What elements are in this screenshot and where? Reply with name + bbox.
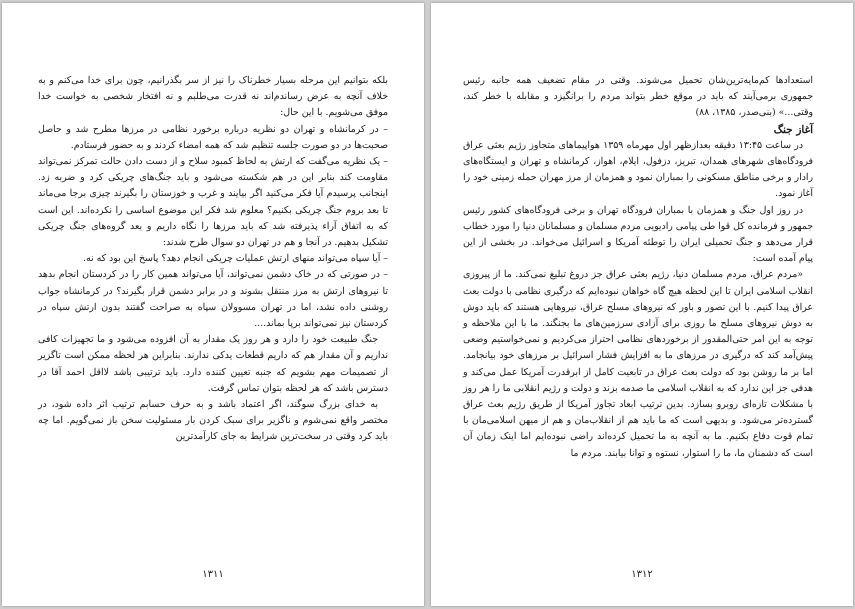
right-page-text	[463, 73, 813, 462]
left-page-text	[38, 73, 388, 446]
paragraph: – یک نظریه می‌گفت که ارتش به لحاظ کمبود سلاح و از دست دادن حالت تمرکز نمی‌تواند مقاومت کند بنابر این در هم شکسته می‌شود و باید جنگ‌های چریکی کرد و ضربه زد. اینجانب پرسیدم آیا فکر می‌کنید اگر بیایند و غرب و خوزستان را بگیرند چیزی برجا می‌ماند تا بعد بروم جنگ چریکی بکنیم؟ معلوم شد فکر این موضوع اساسی را نکرده‌اند. این است که به اتفاق آراء پذیرفته شد که باید مرزها را نگاه داریم و بعد گروه‌های جنگ چریکی تشکیل بدهیم. در آنجا و هم در تهران دو سوال طرح شدند:	[38, 156, 388, 249]
right-page	[431, 3, 853, 606]
paragraph: به خدای بزرگ سوگند، اگر اعتماد باشد و به حرف حسابم ترتیب اثر داده شود، در مختصر واقع نمی‌شوم و ناگزیر برای سبک کردن بار مسئولیت سخن باز نمی‌گویم. اما چه باید کرد وقتی در سخت‌ترین شرایط به جای کارآمدترین	[38, 399, 388, 443]
paragraph: در روز اول جنگ و همزمان با بمباران فرودگاه تهران و برخی فرودگاه‌های کشور رئیس جمهور و فرمانده کل قوا طی پیامی رادیویی مردم مسلمان و مسلمانان دنیا را مورد خطاب قرار می‌دهد و جنگ تحمیلی ایران را توطئه آمریکا و اسرائیل می‌خواند. در بخشی از این پیام آمده است:	[463, 204, 813, 265]
page-number: ۱۳۱۱	[202, 569, 224, 580]
paragraph: – در کرمانشاه و تهران دو نظریه درباره برخورد نظامی در مرزها مطرح شد و حاصل صحبت‌ها در دو صورت جلسه تنظیم شد که همه امضاء کردند و به حضور فرستادم.	[38, 123, 388, 151]
paragraph: جنگ طبیعت خود را دارد و هر روز یک مقدار به آن افزوده می‌شود و ما تجهیزات کافی نداریم و آن مقدار هم که داریم قطعات یدکی ندارند. بنابراین هر لحظه ممکن است تاگزیر از تصمیمات مهم بشویم که جنبه تعیین کننده دارد. باید ترتیبی باشد لااقل احمد آقا در دسترس باشد که هر لحظه بتوان تماس گرفت.	[38, 334, 388, 394]
paragraph: بلکه بتوانیم این مرحله بسیار خطرناک را نیز از سر بگذرانیم، چون برای خدا می‌کنم و به خلاف آنچه به عرض رساندم‌اند نه قدرت می‌طلبم و نه افتخار شخصی به خواست خدا موفق می‌شویم. با این حال:	[38, 75, 388, 119]
paragraph: – در صورتی که در خاک دشمن نمی‌تواند، آیا می‌تواند همین کار را در کردستان انجام بدهد تا نیروهای ارتش به مرز منتقل بشوند و در برابر دشمن قرار بگیرند؟ در کرمانشاه جواب روشنی داده نشد، اما در تهران مسوولان سپاه به صراحت گفتند بدون ارتش سپاه در کردستان نیز نمی‌تواند برپا بماند....	[38, 269, 388, 330]
section-heading: آغاز جنگ	[773, 123, 813, 136]
left-page	[2, 3, 424, 606]
paragraph: استعدادها کم‌مایه‌ترین‌شان تحمیل می‌شوند. وقتی در مقام تضعیف همه جانبه رئیس جمهوری برمی‌آیند که باید در موقع خطر بتواند مردم را برانگیزد و مقابله با خطر کند، وقتی...» (بنی‌صدر، ۱۳۸۵، ۸۸)	[463, 75, 813, 119]
paragraph: – آیا سپاه می‌تواند منهای ارتش عملیات چریکی انجام دهد؟ پاسخ این بود که نه.	[82, 253, 388, 265]
page-number: ۱۳۱۲	[631, 569, 653, 580]
paragraph: «مردم عراق، مردم مسلمان دنیا، رژیم بعثی عراق جز دروغ تبلیغ نمی‌کند. ما از پیروزی انقلاب اسلامی ایران تا این لحظه هیچ گاه خواهان نبوده‌ایم که درگیری نظامی با دولت بعث عراق پیدا کنیم. با این تصور و باور که نیروهای مسلح عراق، نیروهایی هستند که باید دوش به دوش نیروهای مسلح ما روزی برای آزادی سرزمین‌های ما بجنگند. ما با این ملاحظه و توجه به این امر حتی‌المقدور از برخوردهای نظامی احتراز می‌کردیم و نمی‌خواستیم وضعی پیش‌آمد کند که درگیری در مرزهای ما به افزایش فشار اسرائیل بر مرزهای خود بیانجامد. اما بر ما روشن بود که دولت بعث عراق در تابعیت کامل از ابرقدرت آمریکا عمل می‌کند و هدفی جز این ندارد که به انقلاب اسلامی ما صدمه بزند و دولت و رژیم انقلابی ما را هر روز با مشکلات تازه‌ای روبرو بسازد. بدین ترتیب ابعاد تجاوز آمریکا از طریق رژیم بعث عراق گسترده‌تر می‌شود. و بدیهی است که ما باید هم از انقلاب‌مان و هم از میهن اسلامی‌مان با تمام قوت دفاع بکنیم. ما به آنچه به ما تحمیل کرده‌اند راضی نبوده‌ایم اما اینک زمان آن است که دشمنان ما، ما را استوار، نستوه و توانا بیابند. مردم ما	[463, 269, 813, 459]
paragraph: در ساعت ۱۳:۴۵ دقیقه بعدازظهر اول مهرماه ۱۳۵۹ هواپیماهای متجاوز رژیم بعثی عراق فرودگاه‌های شهرهای همدان، تبریز، دزفول، ایلام، اهواز، کرمانشاه و تهران و ایستگاه‌های رادار و برخی مناطق مسکونی را بمباران نمود و همزمان از مرز مهران حمله زمینی خود را آغاز نمود.	[463, 139, 813, 200]
